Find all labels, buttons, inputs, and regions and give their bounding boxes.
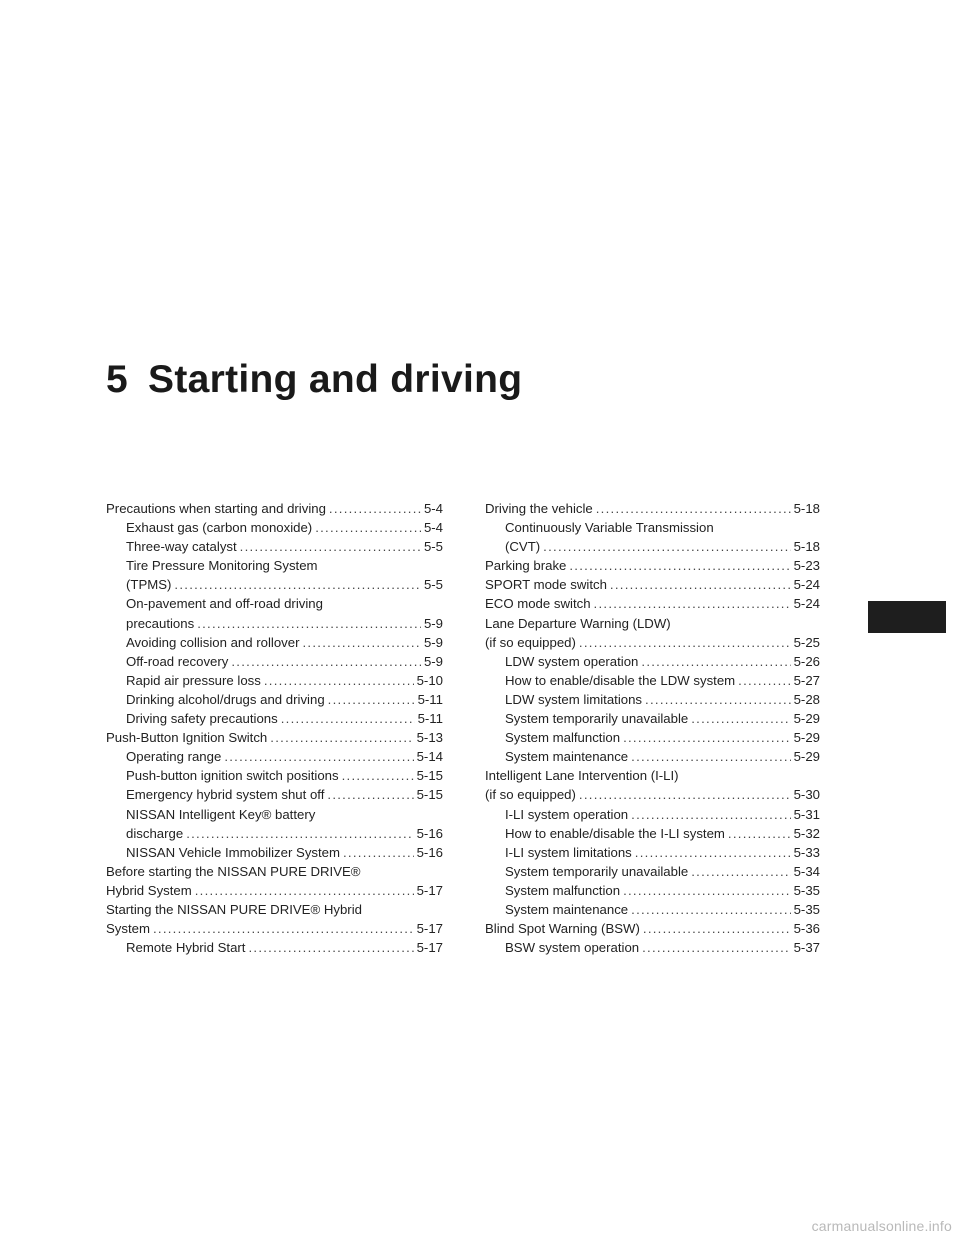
toc-entry-page: 5-29	[793, 749, 820, 765]
toc-entry[interactable]	[106, 690, 443, 709]
toc-entry-title: Three-way catalyst	[126, 539, 237, 555]
toc-entry-page: 5-15	[416, 768, 443, 784]
toc-entry-title: How to enable/disable the I-LI system	[505, 825, 725, 841]
dot-leader	[642, 938, 790, 957]
toc-entry-title: System malfunction	[505, 882, 621, 898]
dot-leader	[738, 671, 790, 690]
toc-entry[interactable]	[106, 671, 443, 690]
toc-entry[interactable]	[485, 728, 820, 747]
toc-entry-title: System	[106, 921, 150, 937]
toc-entry-title: Rapid air pressure loss	[126, 672, 261, 688]
dot-leader	[643, 919, 791, 938]
toc-entry-title: (if so equipped)	[485, 634, 576, 650]
toc-entry[interactable]	[106, 594, 443, 632]
toc-entry[interactable]	[485, 862, 820, 881]
toc-entry-title-line: NISSAN Intelligent Key® battery	[126, 806, 316, 822]
toc-entry[interactable]	[485, 919, 820, 938]
toc-entry[interactable]	[485, 556, 820, 575]
dot-leader	[329, 499, 421, 518]
toc-entry[interactable]	[106, 556, 443, 594]
toc-entry[interactable]	[106, 805, 443, 843]
toc-entry-title: System maintenance	[505, 749, 629, 765]
toc-entry-title: Off-road recovery	[126, 653, 229, 669]
toc-entry-title: Drinking alcohol/drugs and driving	[126, 691, 325, 707]
toc-entry-page: 5-5	[423, 539, 443, 555]
toc-entry-page: 5-23	[793, 558, 820, 574]
chapter-thumb-tab	[868, 601, 946, 633]
toc-entry-title: (TPMS)	[126, 577, 172, 593]
toc-entry-title: SPORT mode switch	[485, 577, 607, 593]
toc-entry-page: 5-26	[793, 653, 820, 669]
toc-entry-page: 5-37	[793, 940, 820, 956]
toc-entry-page: 5-30	[793, 787, 820, 803]
toc-entry-page: 5-11	[417, 691, 443, 707]
dot-leader	[596, 499, 791, 518]
dot-leader	[197, 614, 421, 633]
toc-entry[interactable]	[485, 900, 820, 919]
toc-entry-page: 5-29	[793, 711, 820, 727]
toc-entry-title: LDW system operation	[505, 653, 639, 669]
dot-leader	[623, 728, 791, 747]
toc-entry[interactable]	[485, 652, 820, 671]
toc-entry-title: Push-Button Ignition Switch	[106, 730, 268, 746]
dot-leader	[315, 518, 421, 537]
toc-entry-page: 5-5	[423, 577, 443, 593]
dot-leader	[328, 690, 415, 709]
dot-leader	[610, 575, 791, 594]
dot-leader	[645, 690, 791, 709]
toc-entry[interactable]	[485, 499, 820, 518]
dot-leader	[691, 862, 790, 881]
toc-entry-title: How to enable/disable the LDW system	[505, 672, 736, 688]
toc-entry-title: Emergency hybrid system shut off	[126, 787, 325, 803]
toc-entry[interactable]	[106, 652, 443, 671]
toc-entry-page: 5-35	[793, 901, 820, 917]
toc-entry-page: 5-4	[423, 520, 443, 536]
dot-leader	[343, 843, 414, 862]
dot-leader	[631, 747, 790, 766]
toc-entry-title: System temporarily unavailable	[505, 863, 689, 879]
toc-entry-page: 5-18	[793, 501, 820, 516]
dot-leader	[281, 709, 415, 728]
toc-left-column	[106, 499, 443, 957]
toc-entry-page: 5-16	[416, 844, 443, 860]
toc-entry-title: Remote Hybrid Start	[126, 940, 246, 956]
toc-entry[interactable]	[485, 824, 820, 843]
toc-entry[interactable]	[485, 766, 820, 804]
dot-leader	[623, 881, 791, 900]
toc-entry-title: Hybrid System	[106, 882, 192, 898]
toc-entry-title: System malfunction	[505, 730, 621, 746]
toc-entry-page: 5-17	[416, 882, 443, 898]
dot-leader	[594, 594, 791, 613]
toc-entry-page: 5-35	[793, 882, 820, 898]
dot-leader	[342, 766, 414, 785]
toc-entry-title: Avoiding collision and rollover	[126, 634, 300, 650]
toc-entry[interactable]	[106, 766, 443, 785]
toc-entry-page: 5-10	[416, 672, 443, 688]
toc-entry-page: 5-32	[793, 825, 820, 841]
toc-entry-page: 5-4	[423, 501, 443, 516]
toc-entry-title: precautions	[126, 615, 195, 631]
toc-entry-title-line: Lane Departure Warning (LDW)	[485, 615, 671, 631]
dot-leader	[248, 938, 413, 957]
toc-entry-title: (CVT)	[505, 539, 541, 555]
toc-entry-title: Exhaust gas (carbon monoxide)	[126, 520, 313, 536]
toc-entry-title-line: Before starting the NISSAN PURE DRIVE®	[106, 863, 361, 879]
toc-entry-page: 5-15	[416, 787, 443, 803]
toc-entry-page: 5-25	[793, 634, 820, 650]
dot-leader	[231, 652, 421, 671]
toc-entry-title: I-LI system operation	[505, 806, 629, 822]
toc-entry-title-line: Tire Pressure Monitoring System	[126, 558, 318, 574]
dot-leader	[543, 537, 790, 556]
toc-entry-title: BSW system operation	[505, 940, 640, 956]
toc-entry[interactable]	[106, 862, 443, 900]
toc-entry-title: Precautions when starting and driving	[106, 501, 326, 516]
toc-entry[interactable]	[485, 938, 820, 957]
dot-leader	[264, 671, 414, 690]
toc-entry[interactable]	[485, 518, 820, 556]
toc-entry-page: 5-33	[793, 844, 820, 860]
toc-entry[interactable]	[485, 805, 820, 824]
dot-leader	[174, 575, 421, 594]
toc-entry[interactable]	[106, 537, 443, 556]
dot-leader	[579, 785, 791, 804]
dot-leader	[691, 709, 790, 728]
dot-leader	[186, 824, 413, 843]
toc-entry-page: 5-24	[793, 596, 820, 612]
dot-leader	[728, 824, 791, 843]
toc-entry-page: 5-27	[793, 672, 820, 688]
toc-entry-page: 5-17	[416, 921, 443, 937]
toc-entry-page: 5-13	[416, 730, 443, 746]
toc-entry-title-line: On-pavement and off-road driving	[126, 596, 323, 612]
dot-leader	[579, 633, 791, 652]
toc-entry[interactable]	[485, 747, 820, 766]
toc-entry-page: 5-9	[423, 653, 443, 669]
toc-entry-title: I-LI system limitations	[505, 844, 632, 860]
toc-entry-page: 5-14	[416, 749, 443, 765]
toc-entry-page: 5-18	[793, 539, 820, 555]
toc-entry[interactable]	[485, 709, 820, 728]
toc-entry[interactable]	[485, 614, 820, 652]
dot-leader	[635, 843, 791, 862]
dot-leader	[224, 747, 413, 766]
toc-entry-page: 5-29	[793, 730, 820, 746]
toc-entry[interactable]	[485, 575, 820, 594]
toc-entry-title: Blind Spot Warning (BSW)	[485, 921, 640, 937]
toc-entry-page: 5-31	[793, 806, 820, 822]
dot-leader	[270, 728, 413, 747]
toc-entry-title: ECO mode switch	[485, 596, 591, 612]
chapter-number: 5	[106, 358, 128, 401]
toc-entry-title: Operating range	[126, 749, 222, 765]
toc-entry-page: 5-24	[793, 577, 820, 593]
toc-entry[interactable]	[106, 633, 443, 652]
toc-entry[interactable]	[485, 843, 820, 862]
toc-entry[interactable]	[485, 881, 820, 900]
chapter-title-text: Starting and driving	[148, 358, 523, 401]
toc-entry[interactable]	[106, 843, 443, 862]
dot-leader	[641, 652, 790, 671]
toc-entry[interactable]	[485, 671, 820, 690]
watermark: carmanualsonline.info	[811, 1218, 952, 1234]
toc-entry-title: System maintenance	[505, 901, 629, 917]
toc-entry-title: (if so equipped)	[485, 787, 576, 803]
toc-entry-page: 5-16	[416, 825, 443, 841]
toc-entry-title: LDW system limitations	[505, 691, 643, 707]
chapter-title	[106, 358, 522, 402]
toc-entry-title: System temporarily unavailable	[505, 711, 689, 727]
dot-leader	[569, 556, 790, 575]
toc-entry-page: 5-17	[416, 940, 443, 956]
toc-entry[interactable]	[106, 709, 443, 728]
toc-entry-title: Parking brake	[485, 558, 567, 574]
toc-entry-page: 5-36	[793, 921, 820, 937]
dot-leader	[240, 537, 421, 556]
dot-leader	[195, 881, 414, 900]
toc-entry[interactable]	[485, 690, 820, 709]
dot-leader	[153, 919, 414, 938]
toc-entry-page: 5-34	[793, 863, 820, 879]
toc-entry-title-line: Continuously Variable Transmission	[505, 520, 714, 536]
toc-entry-page: 5-28	[793, 691, 820, 707]
toc-entry[interactable]	[106, 518, 443, 537]
toc-entry-title: Driving safety precautions	[126, 711, 278, 727]
toc-entry-title: NISSAN Vehicle Immobilizer System	[126, 844, 340, 860]
toc-entry[interactable]	[106, 900, 443, 938]
dot-leader	[303, 633, 421, 652]
toc-entry[interactable]	[106, 785, 443, 804]
toc-entry-title: discharge	[126, 825, 184, 841]
toc-entry-title-line: Intelligent Lane Intervention (I-LI)	[485, 768, 679, 784]
toc-entry-title: Driving the vehicle	[485, 501, 593, 516]
toc-entry-page: 5-9	[423, 615, 443, 631]
toc-entry[interactable]	[485, 594, 820, 613]
toc-entry-title: Push-button ignition switch positions	[126, 768, 339, 784]
toc-entry[interactable]	[106, 499, 443, 518]
toc-entry[interactable]	[106, 728, 443, 747]
dot-leader	[631, 805, 790, 824]
toc-entry-page: 5-9	[423, 634, 443, 650]
toc-entry-title-line: Starting the NISSAN PURE DRIVE® Hybrid	[106, 901, 362, 917]
toc-right-column	[485, 499, 820, 957]
dot-leader	[631, 900, 790, 919]
toc-entry[interactable]	[106, 747, 443, 766]
dot-leader	[327, 785, 413, 804]
toc-entry-page: 5-11	[417, 711, 443, 727]
toc-entry[interactable]	[106, 938, 443, 957]
